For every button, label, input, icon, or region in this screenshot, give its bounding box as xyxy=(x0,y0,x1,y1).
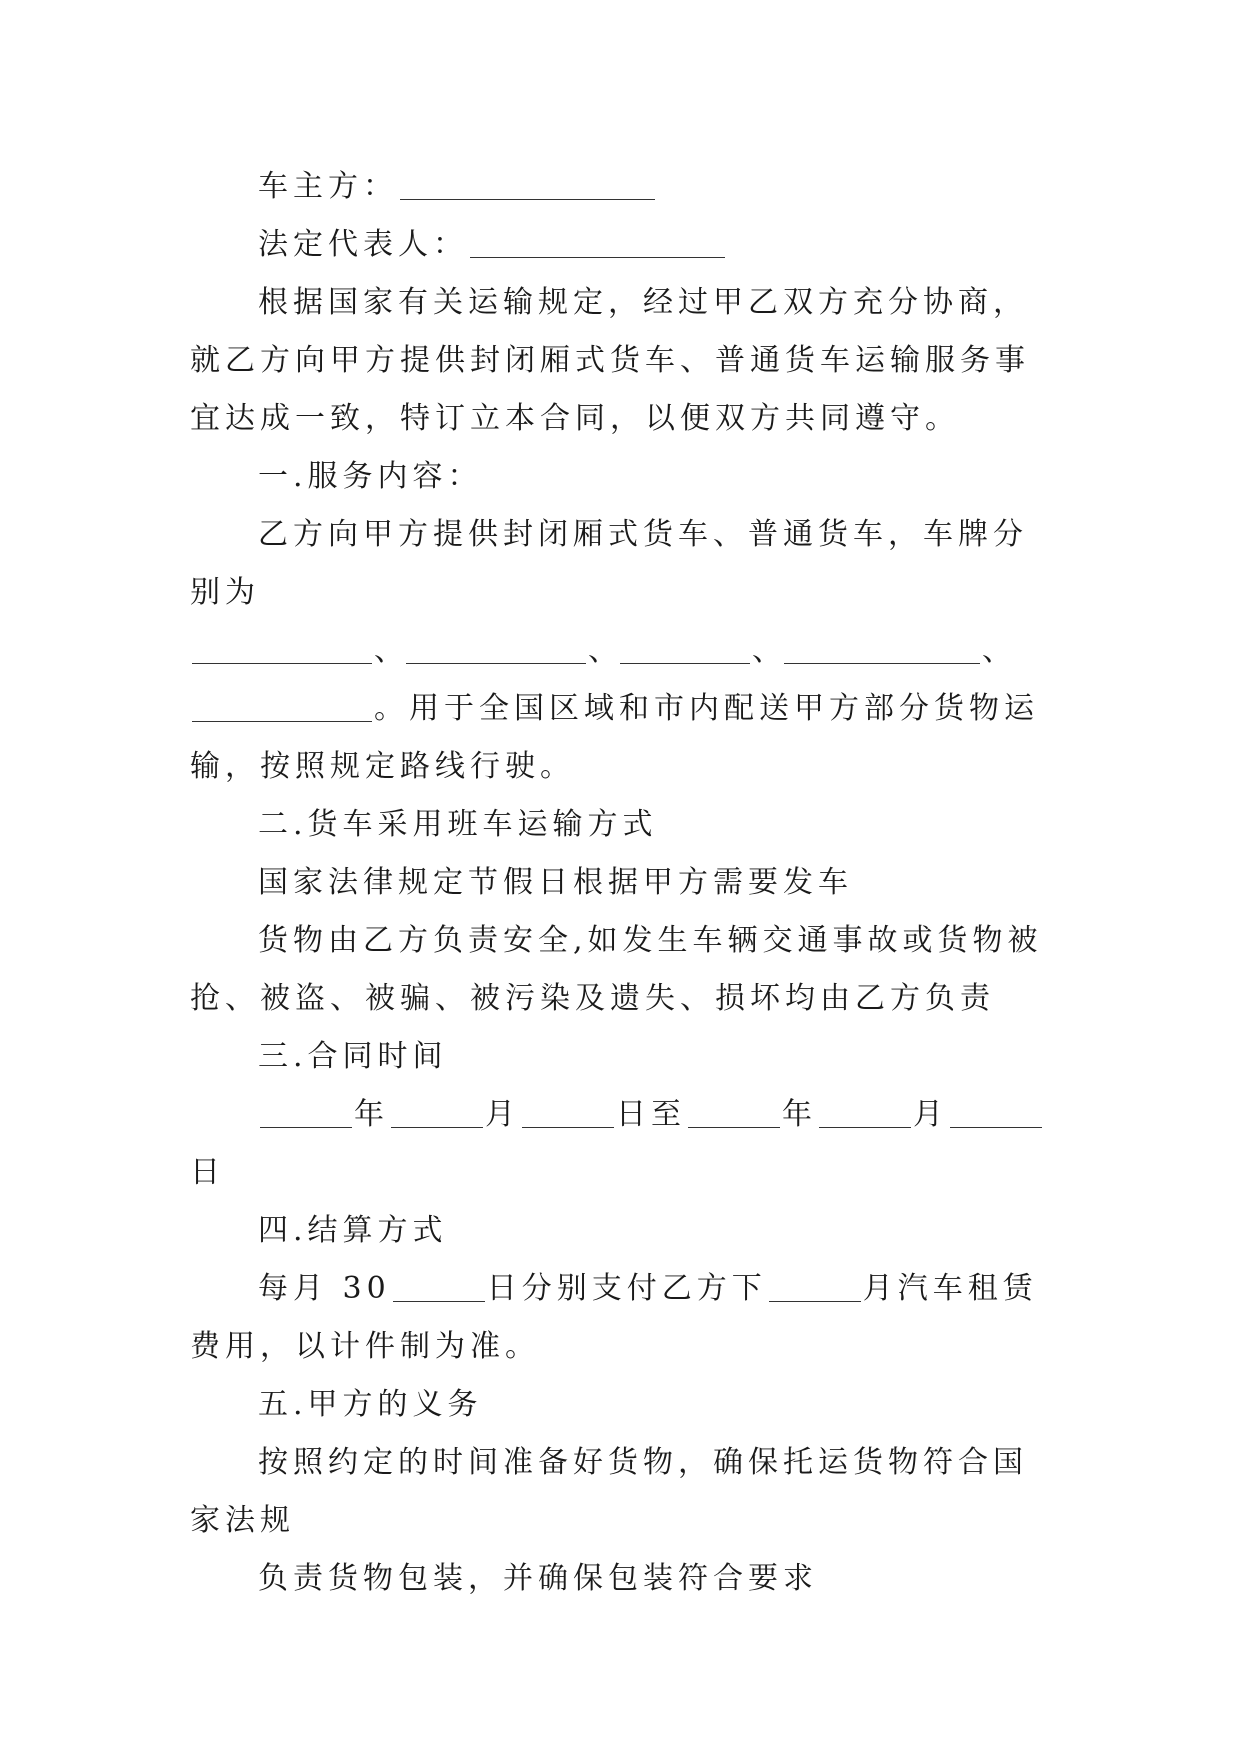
month-label: 月 xyxy=(913,1097,948,1132)
section2-title: 二.货车采用班车运输方式 xyxy=(258,807,658,842)
section1-usage xyxy=(190,680,1052,796)
usage-text: 。用于全国区域和市内配送甲方部分货物运输，按照规定路线行驶。 xyxy=(190,691,1039,784)
owner-line xyxy=(190,158,1052,216)
plate-blank-1 xyxy=(192,633,372,664)
intro-paragraph: 根据国家有关运输规定，经过甲乙双方充分协商，就乙方向甲方提供封闭厢式货车、普通货车运输服务事宜达成一致，特订立本合同，以便双方共同遵守。 xyxy=(190,285,1030,436)
end-year-blank xyxy=(688,1097,780,1128)
plate-blank-4 xyxy=(784,633,980,664)
start-month-blank xyxy=(391,1097,483,1128)
section3-title: 三.合同时间 xyxy=(258,1039,448,1074)
payment-mid-text: 日分别支付乙方下 xyxy=(486,1271,767,1306)
plate-separator: 、 xyxy=(982,633,1012,668)
month-label: 月 xyxy=(485,1097,520,1132)
plate-numbers-line xyxy=(190,622,1052,680)
rep-line xyxy=(190,216,1052,274)
section2-paragraph-1: 国家法律规定节假日根据甲方需要发车 xyxy=(258,865,853,900)
section2-paragraph-2: 货物由乙方负责安全,如发生车辆交通事故或货物被抢、被盗、被骗、被污染及遗失、损坏均由乙方负责 xyxy=(190,923,1043,1016)
day-label: 日 xyxy=(190,1155,225,1190)
end-month-blank xyxy=(819,1097,911,1128)
section5-title: 五.甲方的义务 xyxy=(258,1387,483,1422)
rep-blank xyxy=(470,227,725,258)
rep-label: 法定代表人： xyxy=(258,227,468,262)
plate-blank-5 xyxy=(192,691,372,722)
plate-separator: 、 xyxy=(374,633,404,668)
section1-title: 一.服务内容： xyxy=(258,459,483,494)
year-label: 年 xyxy=(354,1097,389,1132)
payment-paragraph xyxy=(190,1260,1052,1376)
plate-separator: 、 xyxy=(588,633,618,668)
owner-label: 车主方： xyxy=(258,169,398,204)
contract-period-line xyxy=(190,1086,1052,1202)
start-year-blank xyxy=(260,1097,352,1128)
section5-paragraph-1: 按照约定的时间准备好货物，确保托运货物符合国家法规 xyxy=(190,1445,1028,1538)
owner-blank xyxy=(400,169,655,200)
year-label: 年 xyxy=(782,1097,817,1132)
payment-month-blank xyxy=(769,1271,861,1302)
section4-title: 四.结算方式 xyxy=(258,1213,448,1248)
plate-separator: 、 xyxy=(752,633,782,668)
payment-day-text: 每月 30 xyxy=(258,1271,391,1306)
plate-blank-2 xyxy=(406,633,586,664)
section1-text: 乙方向甲方提供封闭厢式货车、普通货车，车牌分别为 xyxy=(190,517,1028,610)
payment-end-text: 月汽车租赁费用，以计件制为准。 xyxy=(190,1271,1038,1364)
end-day-blank xyxy=(950,1097,1042,1128)
section5-paragraph-2: 负责货物包装，并确保包装符合要求 xyxy=(258,1561,818,1596)
day-to-label: 日至 xyxy=(616,1097,686,1132)
payment-day-blank xyxy=(393,1271,485,1302)
plate-blank-3 xyxy=(620,633,750,664)
start-day-blank xyxy=(522,1097,614,1128)
contract-body xyxy=(190,158,1052,1608)
